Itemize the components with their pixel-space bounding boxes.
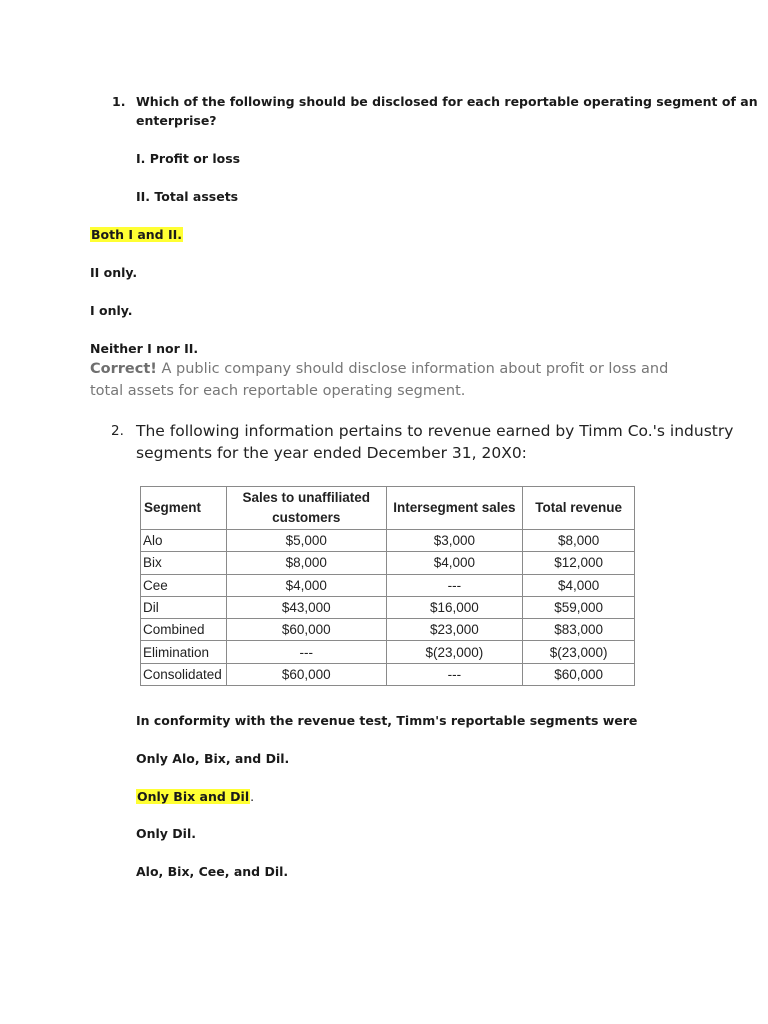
cell-sales: $60,000 [226,663,386,685]
cell-intersegment: --- [386,663,523,685]
cell-segment: Elimination [141,641,227,663]
cell-segment: Bix [141,552,227,574]
header-total-revenue: Total revenue [523,487,635,530]
q1-number: 1. [112,94,126,109]
cell-total: $59,000 [523,596,635,618]
cell-segment: Cee [141,574,227,596]
cell-total: $12,000 [523,552,635,574]
cell-total: $(23,000) [523,641,635,663]
cell-sales: $4,000 [226,574,386,596]
cell-total: $83,000 [523,619,635,641]
q2-option-b-period: . [250,789,255,804]
cell-intersegment: $(23,000) [386,641,523,663]
header-intersegment-sales: Intersegment sales [386,487,523,530]
cell-intersegment: $3,000 [386,530,523,552]
header-sales-unaffiliated: Sales to unaffiliated customers [226,487,386,530]
cell-intersegment: $16,000 [386,596,523,618]
q2-option-c[interactable]: Only Dil. [136,826,197,841]
table-row [141,641,635,663]
table-row [141,530,635,552]
q2-option-d[interactable]: Alo, Bix, Cee, and Dil. [136,864,289,879]
table-row [141,596,635,618]
q2-option-a[interactable]: Only Alo, Bix, and Dil. [136,751,290,766]
table-header-row [141,487,635,530]
cell-total: $4,000 [523,574,635,596]
revenue-table [140,486,635,686]
cell-intersegment: $23,000 [386,619,523,641]
q2-prompt: In conformity with the revenue test, Timm's reportable segments were [136,713,638,728]
q1-feedback-line2: total assets for each reportable operating segment. [90,383,466,399]
q1-item-1: I. Profit or loss [136,151,241,166]
q2-option-b[interactable] [136,789,254,804]
cell-sales: $60,000 [226,619,386,641]
q2-question-line2: segments for the year ended December 31, 20X0: [136,444,527,462]
cell-intersegment: $4,000 [386,552,523,574]
q1-option-b[interactable]: II only. [90,265,138,280]
table-row [141,619,635,641]
q2-option-b-highlight: Only Bix and Dil [137,789,250,804]
header-segment: Segment [141,487,227,530]
q1-option-a-highlight: Both I and II. [91,227,183,242]
cell-segment: Alo [141,530,227,552]
cell-sales: $5,000 [226,530,386,552]
q1-question-line2: enterprise? [136,113,217,128]
feedback-text-1: A public company should disclose information about profit or loss and [156,361,669,377]
q1-feedback-line1 [90,358,668,380]
q1-feedback [90,358,668,402]
cell-intersegment: --- [386,574,523,596]
q1-item-2: II. Total assets [136,189,239,204]
cell-sales: $8,000 [226,552,386,574]
q1-question-line1: Which of the following should be disclosed for each reportable operating segment of an [136,94,758,109]
cell-sales: --- [226,641,386,663]
cell-segment: Dil [141,596,227,618]
table-row [141,663,635,685]
q1-option-a[interactable] [90,227,183,242]
q2-number: 2. [111,423,124,439]
cell-sales: $43,000 [226,596,386,618]
q1-option-c[interactable]: I only. [90,303,133,318]
cell-segment: Combined [141,619,227,641]
q1-option-d[interactable]: Neither I nor II. [90,341,199,356]
cell-segment: Consolidated [141,663,227,685]
cell-total: $60,000 [523,663,635,685]
q2-question-line1: The following information pertains to revenue earned by Timm Co.'s industry [136,422,734,440]
table-row [141,574,635,596]
table-row [141,552,635,574]
feedback-label: Correct! [90,361,157,377]
cell-total: $8,000 [523,530,635,552]
